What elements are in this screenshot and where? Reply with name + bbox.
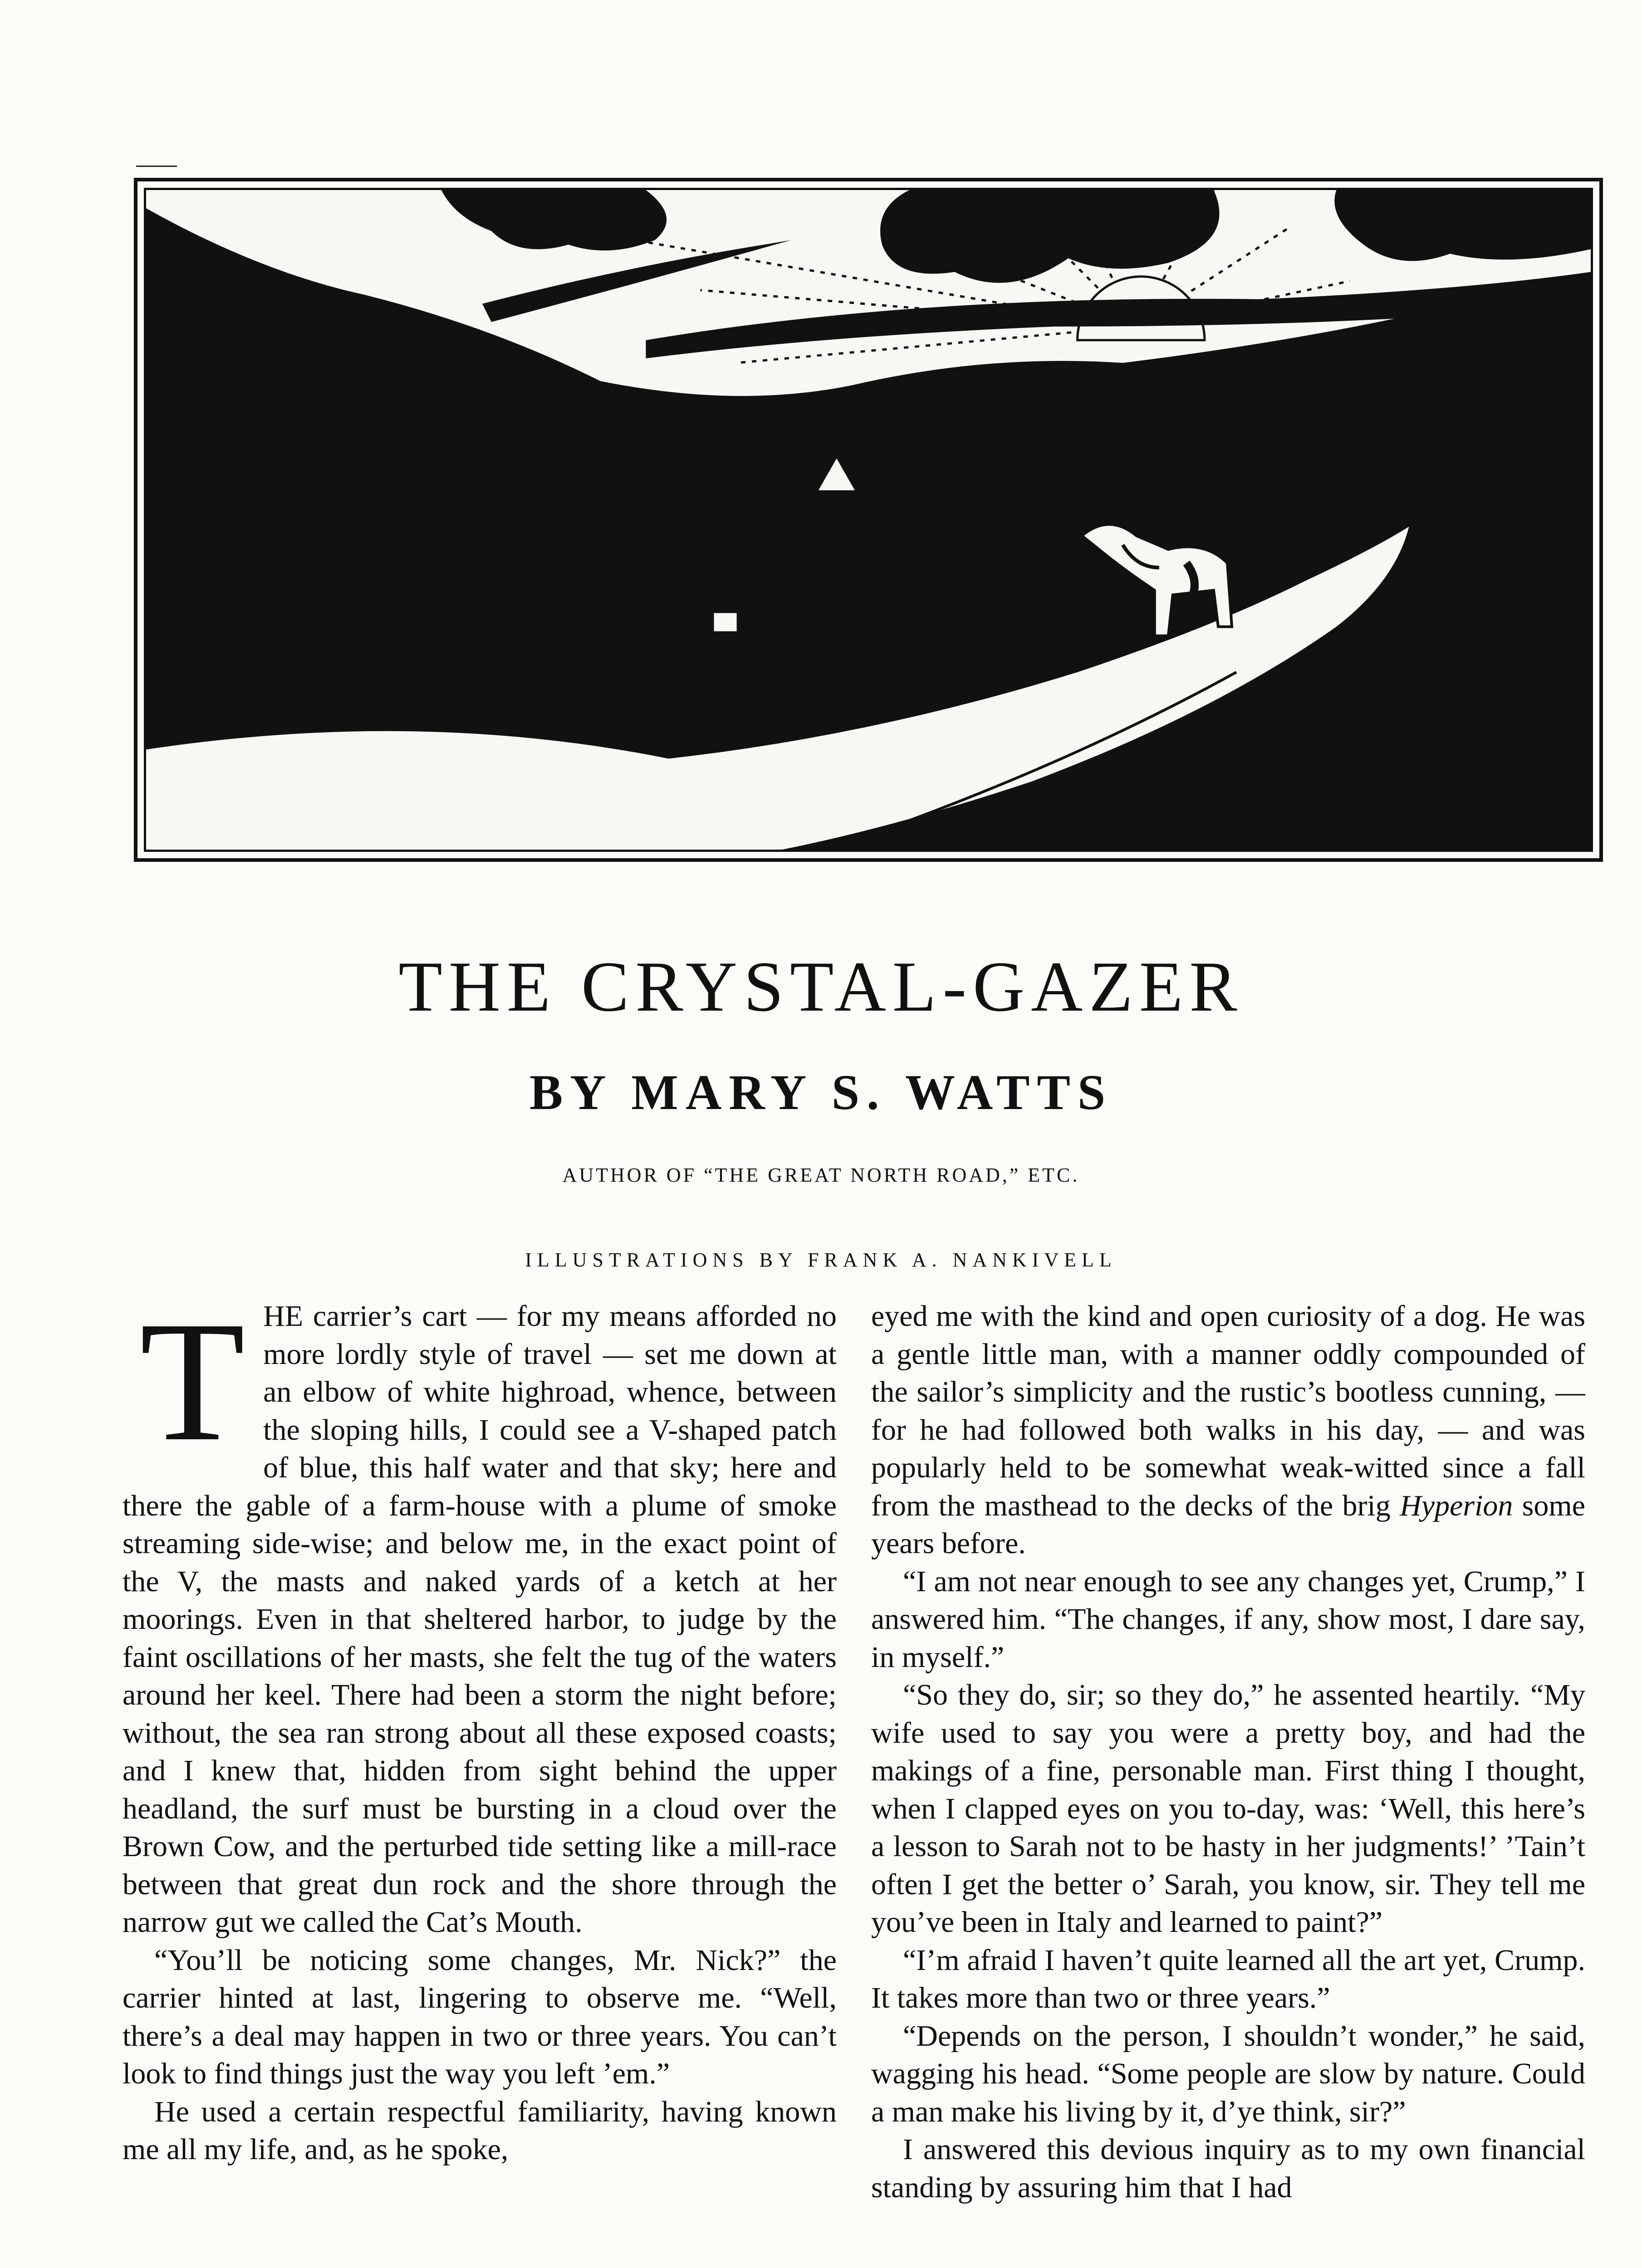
paragraph: “You’ll be noticing some changes, Mr. Nick?” the carrier hinted at last, lingering to observe me. “Well, there’s a deal may happen in two or three years. You can’t look to find things just the way you left ’em.” [123,1943,837,2090]
illustration-signature: FRANK·A·NANKIVELL [160,822,324,840]
illustrations-credit: ILLUSTRATIONS BY FRANK A. NANKIVELL [525,1249,1117,1271]
paragraph: eyed me with the kind and open curiosity of a dog. He was a gentle little man, with a manner oddly compounded of the sailor’s simplicity and the rustic’s bootless cunning, — for he had followed both walks in his day, — and was popularly held to be somewhat weak-witted since a fall from the masthead to the decks of the brig Hyperion some years before. [871,1300,1585,1560]
paragraph: “Depends on the person, I shouldn’t wonder,” he said, wagging his head. “Some people are slow by nature. Could a man make his living by it, d’ye think, sir?” [871,2019,1585,2128]
body-column-right [871,1297,1585,2268]
paragraph [123,1297,837,1941]
paragraph: “So they do, sir; so they do,” he assented heartily. “My wife used to say you were a pretty boy, and had the makings of a fine, personable man. First thing I thought, when I clapped eyes on you to-day, was: ‘Well, this here’s a lesson to Sarah not to be hasty in her judgments!’ ’Tain’t often I get the better o’ Sarah, you know, sir. They tell me you’ve been in Italy and learned to paint?” [871,1678,1585,1939]
author-of-credit: AUTHOR OF “THE GREAT NORTH ROAD,” ETC. [562,1164,1080,1186]
article-title: THE CRYSTAL-GAZER [398,947,1244,1026]
header-illustration [134,178,1603,862]
paragraph: I answered this devious inquiry as to my own financial standing by assuring him that I had [871,2133,1585,2204]
author-byline: BY MARY S. WATTS [529,1065,1113,1120]
body-column-left [123,1297,837,2268]
paragraph-text: HE carrier’s cart — for my means afforded no more lordly style of travel — set me down at an elbow of white highroad, whence, between the sloping hills, I could see a V-shaped patch of blue, this half water and that sky; here and there the gable of a farm-house with a plume of smoke streaming side-wise; and below me, in the exact point of the V, the masts and naked yards of a ketch at her moorings. Even in that sheltered harbor, to judge by the faint oscillations of her masts, she felt the tug of the waters around her keel. There had been a storm the night before; without, the sea ran strong about all these exposed coasts; and I knew that, hidden from sight behind the upper headland, the surf must be bursting in a cloud over the Brown Cow, and the perturbed tide setting like a mill-race between that great dun rock and the shore through the narrow gut we called the Cat’s Mouth. [123,1300,837,1939]
drop-cap: T [140,1297,245,1477]
header-rule [136,166,177,167]
paragraph: He used a certain respectful familiarity, having known me all my life, and, as he spoke, [123,2095,837,2166]
landscape-illustration [146,190,1591,850]
ship-name: Hyperion [1400,1489,1513,1522]
cloud-right [1334,190,1591,261]
paragraph: “I’m afraid I haven’t quite learned all the art yet, Crump. It takes more than two or three years.” [871,1943,1585,2014]
paragraph: “I am not near enough to see any changes yet, Crump,” I answered him. “The changes, if any, show most, I dare say, in myself.” [871,1564,1585,1674]
